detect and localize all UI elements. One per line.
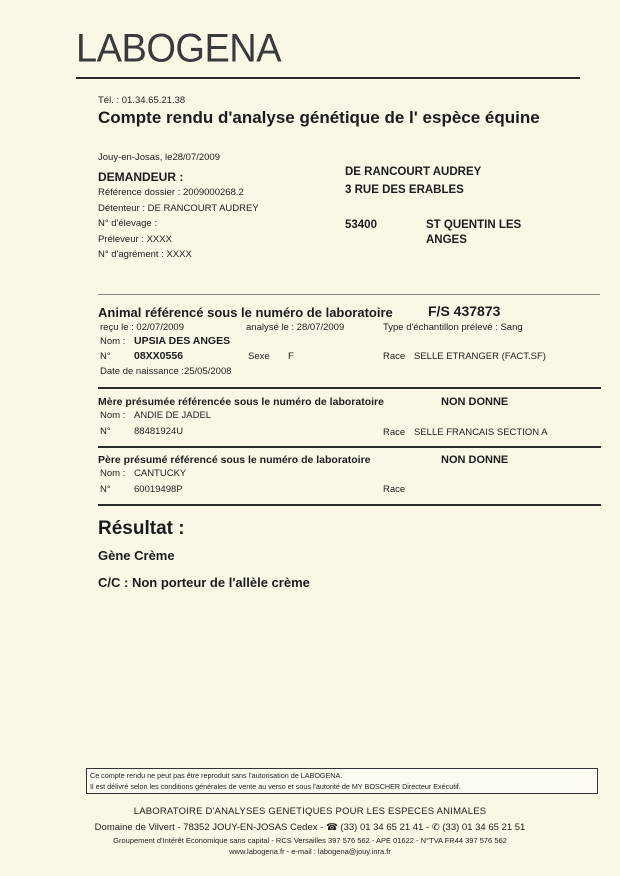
labogena-logo: LABOGENA [76,26,282,72]
notice-line-1: Ce compte rendu ne peut pas être reproduit sans l'autorisation de LABOGENA. [90,771,343,780]
detenteur: Détenteur : DE RANCOURT AUDREY [98,203,259,214]
animal-nom-label: Nom : [100,336,126,347]
pere-race-label: Race [383,484,406,495]
result-heading: Résultat : [98,518,185,539]
pere-nom-label: Nom : [100,468,126,479]
telephone: Tél. : 01.34.65.21.38 [98,95,186,106]
mere-race-label: Race [383,427,406,438]
footer-registration: Groupement d'Intérêt Economique sans capital - RCS Versailles 397 576 562 - APE 01622 - N°TVA FR44 397 576 562 [113,836,507,845]
pere-heading: Père présumé référencé sous le numéro de laboratoire [98,454,371,466]
section-divider-4 [98,504,601,506]
page-title: Compte rendu d'analyse génétique de l' espèce équine [98,108,540,127]
pere-no-label: N° [100,484,111,495]
mere-race: SELLE FRANCAIS SECTION A [414,427,548,438]
animal-sexe-label: Sexe [248,351,270,362]
date-naissance: Date de naissance :25/05/2008 [100,366,232,377]
preleveur: Préleveur : XXXX [98,234,172,245]
animal-race: SELLE ETRANGER (FACT.SF) [414,351,546,362]
recu-date: reçu le : 02/07/2009 [100,322,184,333]
notice-line-2: Il est délivré selon les conditions générales de vente au verso et sous l'autorité de MY BOSCHER Directeur Exécutif. [90,782,461,791]
reference-dossier: Référence dossier : 2009000268.2 [98,187,244,198]
animal-no: 08XX0556 [134,350,184,362]
animal-sexe: F [288,351,294,362]
mere-heading: Mère présumée référencée sous le numéro de laboratoire [98,396,384,408]
footer-address: Domaine de Vilvert - 78352 JOUY-EN-JOSAS Cedex - ☎ (33) 01 34 65 21 41 - ✆ (33) 01 34 65 21 51 [94,822,526,833]
sample-type: Type d'échantillon prélevé : Sang [383,322,523,333]
pere-nom: CANTUCKY [134,468,187,479]
reproduction-notice [86,768,598,794]
mere-status: NON DONNE [441,396,509,408]
lab-number: F/S 437873 [428,303,501,319]
pere-status: NON DONNE [441,454,509,466]
mere-no: 88481924U [134,426,184,437]
mere-nom-label: Nom : [100,410,126,421]
mere-no-label: N° [100,426,111,437]
section-divider-1 [98,294,600,295]
animal-heading: Animal référencé sous le numéro de laboratoire [98,305,393,320]
analyse-date: analysé le : 28/07/2009 [246,322,345,333]
address-name: DE RANCOURT AUDREY [345,166,482,178]
pere-no: 60019498P [134,484,183,495]
animal-no-label: N° [100,351,111,362]
address-street: 3 RUE DES ERABLES [345,184,464,196]
footer-lab-name: LABORATOIRE D'ANALYSES GENETIQUES POUR LES ESPECES ANIMALES [133,806,487,817]
result-gene: Gène Crème [98,548,175,563]
header-divider [76,77,580,79]
section-divider-2 [98,387,601,389]
demandeur-heading: DEMANDEUR : [98,170,184,184]
address-city-line2: ANGES [426,234,467,246]
numero-elevage: N° d'élevage : [98,218,157,229]
footer-contact: www.labogena.fr - e-mail : labogena@jouy.inra.fr [229,847,391,856]
section-divider-3 [98,446,601,448]
mere-nom: ANDIE DE JADEL [134,410,212,421]
result-genotype: C/C : Non porteur de l'allèle crème [98,575,310,590]
numero-agrement: N° d'agrément : XXXX [98,249,192,260]
place-date: Jouy-en-Josas, le28/07/2009 [98,152,220,163]
address-postcode: 53400 [345,219,377,231]
animal-race-label: Race [383,351,406,362]
address-city: ST QUENTIN LES [426,219,522,231]
animal-nom: UPSIA DES ANGES [134,335,231,347]
